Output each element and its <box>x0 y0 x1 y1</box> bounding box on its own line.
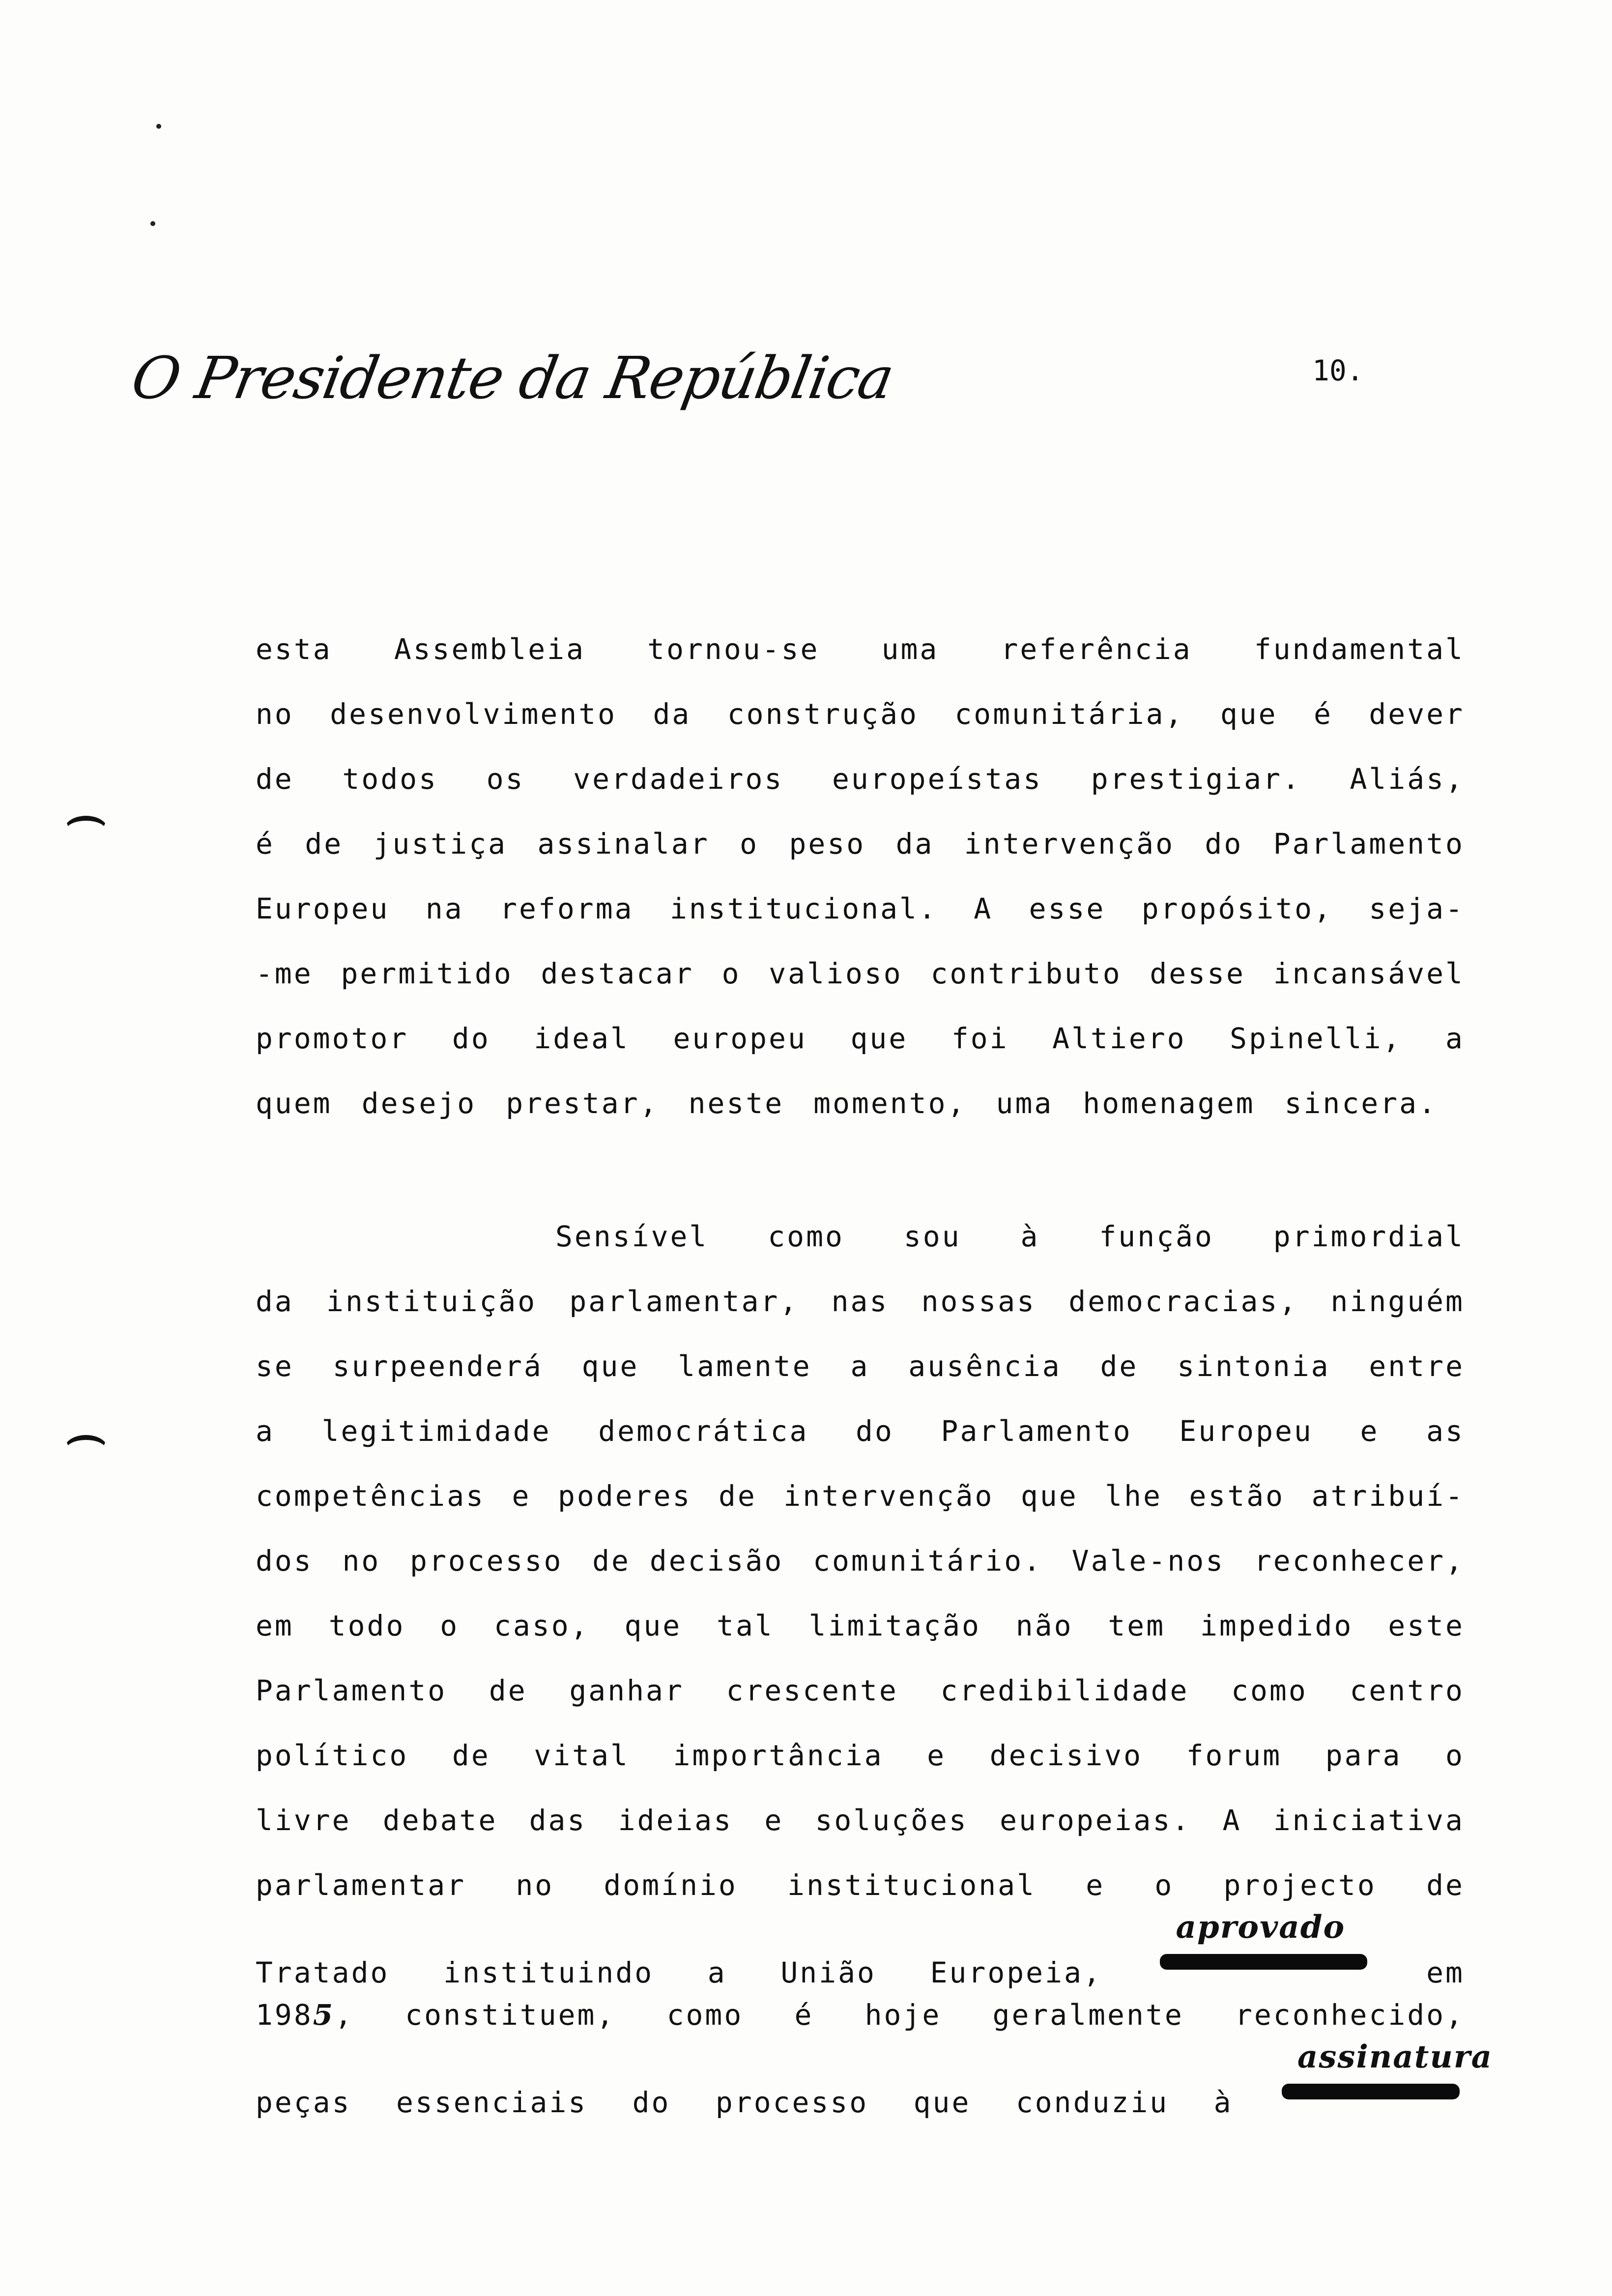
word: democrática <box>598 1414 809 1448</box>
word: democracias, <box>1068 1285 1298 1318</box>
word: poderes <box>557 1479 692 1513</box>
word: fundamental <box>1254 632 1465 666</box>
word: de <box>489 1674 527 1707</box>
word: ninguém <box>1330 1285 1465 1318</box>
word: Europeu <box>1179 1414 1313 1448</box>
word: credibilidade <box>940 1674 1189 1707</box>
word: europeias. <box>1000 1804 1191 1837</box>
word: Altiero <box>1052 1022 1186 1055</box>
word: como <box>1231 1674 1308 1707</box>
word: das <box>529 1804 587 1837</box>
handwritten-digit: 5 <box>313 1998 335 2032</box>
word: peças <box>256 2086 351 2119</box>
word: para <box>1325 1739 1402 1772</box>
word: que <box>1020 1479 1078 1513</box>
word: soluções <box>815 1804 968 1837</box>
word: desse <box>1150 957 1245 990</box>
word: Tratado <box>256 1956 390 1989</box>
word: processo <box>715 2086 869 2119</box>
word: instituição <box>326 1285 537 1318</box>
word: da <box>653 697 691 731</box>
word: centro <box>1350 1674 1465 1707</box>
text-line <box>256 1334 1465 1399</box>
word: A <box>974 892 993 925</box>
text-line <box>256 1464 1465 1528</box>
word: livre <box>256 1804 351 1837</box>
text-line <box>256 876 1465 941</box>
text-line <box>256 1909 1465 1989</box>
word: função <box>1099 1220 1214 1253</box>
word: uma <box>881 632 939 666</box>
letterhead: O Presidente da República <box>126 344 898 412</box>
word: todo <box>328 1609 405 1642</box>
handwritten-correction: assinatura <box>1297 2038 1493 2075</box>
word: vital <box>534 1739 630 1772</box>
word: esse <box>1029 892 1106 925</box>
word: em <box>1426 1956 1465 1989</box>
word: nas <box>831 1285 889 1318</box>
word: que <box>850 1022 908 1055</box>
word: na <box>425 892 464 925</box>
word: -me <box>256 957 313 990</box>
word: peso <box>789 827 866 861</box>
word: iniciativa <box>1273 1804 1465 1837</box>
word: não <box>1015 1609 1073 1642</box>
word: reconhecido, <box>1235 1998 1465 2032</box>
word: parlamentar <box>256 1868 466 1902</box>
word: de <box>1426 1868 1465 1902</box>
word: debate <box>382 1804 498 1837</box>
word: institucional. <box>669 892 938 925</box>
handwritten-correction: aprovado <box>1176 1909 1346 1946</box>
text-line <box>256 1528 1465 1593</box>
word: a <box>850 1349 870 1383</box>
word: construção <box>727 697 919 731</box>
word: verdadeiros <box>573 762 784 796</box>
word: sincera. <box>1284 1087 1438 1120</box>
word: legitimidade <box>321 1414 551 1448</box>
word: o <box>1154 1868 1174 1902</box>
word: processo <box>410 1544 563 1578</box>
text-line <box>256 1593 1465 1658</box>
word: é <box>794 1998 814 2032</box>
text-line <box>256 1788 1465 1853</box>
word: importância <box>673 1739 884 1772</box>
word: e <box>1360 1414 1380 1448</box>
redaction-with-handwritten-correction <box>1156 1909 1372 1982</box>
word: prestar, <box>506 1087 659 1120</box>
word: é <box>1314 697 1333 731</box>
word: intervenção <box>964 827 1175 861</box>
word: no <box>256 697 294 731</box>
text-line <box>256 1204 1465 1269</box>
word: do <box>856 1414 894 1448</box>
text-line <box>256 2038 1493 2119</box>
word: assinalar <box>537 827 710 861</box>
word: domínio <box>604 1868 738 1902</box>
word: da <box>895 827 934 861</box>
word: de <box>1100 1349 1139 1383</box>
word: de <box>452 1739 490 1772</box>
word: a <box>256 1414 275 1448</box>
word: hoje <box>864 1998 942 2032</box>
word: do <box>452 1022 490 1055</box>
word: comunitário. <box>813 1544 1043 1578</box>
word: e <box>512 1479 531 1513</box>
word: é <box>256 827 275 861</box>
word: propósito, <box>1141 892 1333 925</box>
word: prestigiar. <box>1091 762 1301 796</box>
text-line <box>256 746 1465 811</box>
word: quem <box>256 1087 332 1120</box>
word: se <box>256 1349 294 1383</box>
word: lhe <box>1105 1479 1162 1513</box>
paragraph-1 <box>256 617 1465 1136</box>
word: União <box>780 1956 876 1989</box>
word: de <box>305 827 344 861</box>
word: o <box>440 1609 460 1642</box>
word: a <box>1445 1022 1465 1055</box>
word: essenciais <box>396 2086 588 2119</box>
word: crescente <box>726 1674 898 1707</box>
word: estão <box>1189 1479 1285 1513</box>
word: da <box>256 1285 294 1318</box>
year-with-handwritten-correction: 1985, <box>256 1998 354 2032</box>
text-line <box>256 617 1465 682</box>
word: todos <box>342 762 438 796</box>
text-line <box>256 1658 1465 1723</box>
word: tornou-se <box>647 632 820 666</box>
word: Aliás, <box>1350 762 1465 796</box>
word: o <box>1445 1739 1465 1772</box>
word: ideias <box>618 1804 733 1837</box>
word: justiça <box>373 827 508 861</box>
word: incansável <box>1273 957 1465 990</box>
word: decisivo <box>989 1739 1143 1772</box>
word: primordial <box>1273 1220 1465 1253</box>
redaction-with-handwritten-correction <box>1278 2038 1493 2112</box>
paper-speck <box>156 124 161 129</box>
text-line <box>256 1006 1465 1071</box>
word: ideal <box>534 1022 630 1055</box>
word: desenvolvimento <box>330 697 617 731</box>
word: homenagem <box>1083 1087 1255 1120</box>
word: Parlamento <box>941 1414 1132 1448</box>
word: projecto <box>1223 1868 1377 1902</box>
word: político <box>256 1739 409 1772</box>
word: tal <box>717 1609 774 1642</box>
word: ausência <box>908 1349 1062 1383</box>
word: surpeenderá <box>332 1349 543 1383</box>
word: os <box>486 762 525 796</box>
word: tem <box>1108 1609 1166 1642</box>
word: à <box>1213 2086 1233 2119</box>
text-line <box>256 1723 1465 1788</box>
text-line <box>256 1269 1465 1334</box>
word: lamente <box>678 1349 812 1383</box>
word: Europeia, <box>930 1956 1102 1989</box>
hole-punch-mark <box>64 1435 108 1464</box>
word: sintonia <box>1177 1349 1330 1383</box>
word: permitido <box>341 957 513 990</box>
text-line <box>256 1071 1465 1136</box>
word: intervenção <box>783 1479 994 1513</box>
word: parlamentar, <box>569 1285 799 1318</box>
word: este <box>1388 1609 1465 1642</box>
word: a <box>707 1956 727 1989</box>
word: contributo <box>930 957 1122 990</box>
word: de <box>718 1479 757 1513</box>
word: europeu <box>673 1022 807 1055</box>
word: entre <box>1369 1349 1465 1383</box>
word: nossas <box>921 1285 1036 1318</box>
word: Assembleia <box>394 632 586 666</box>
word: em <box>256 1609 294 1642</box>
word: esta <box>256 632 332 666</box>
word: de <box>256 762 294 796</box>
word: do <box>632 2086 671 2119</box>
word: Sensível <box>555 1220 709 1253</box>
word: sou <box>903 1220 961 1253</box>
paragraph-2 <box>256 1204 1493 2119</box>
word: Parlamento <box>1273 827 1465 861</box>
word: que <box>581 1349 639 1383</box>
word: reconhecer, <box>1254 1544 1465 1578</box>
word: que <box>913 2086 971 2119</box>
word: dos <box>256 1544 313 1578</box>
text-line <box>256 682 1465 746</box>
word: que <box>624 1609 682 1642</box>
word: caso, <box>493 1609 590 1642</box>
word: constituem, <box>405 1998 616 2032</box>
word: o <box>740 827 759 861</box>
word: Vale-nos <box>1071 1544 1225 1578</box>
word: ganhar <box>569 1674 684 1707</box>
word: as <box>1426 1414 1465 1448</box>
word: comunitária, <box>954 697 1184 731</box>
word: como <box>768 1220 844 1253</box>
word: de decisão <box>592 1544 784 1578</box>
word: Spinelli, <box>1230 1022 1402 1055</box>
word: uma <box>996 1087 1054 1120</box>
word: valioso <box>769 957 903 990</box>
word: conduziu <box>1015 2086 1169 2119</box>
word: e <box>1086 1868 1105 1902</box>
word: que <box>1220 697 1278 731</box>
word: no <box>516 1868 554 1902</box>
word: referência <box>1001 632 1192 666</box>
word: institucional <box>787 1868 1036 1902</box>
word: Parlamento <box>256 1674 447 1707</box>
hole-punch-mark <box>64 816 108 845</box>
word: competências <box>256 1479 486 1513</box>
word: dever <box>1369 697 1465 731</box>
word: Europeu <box>256 892 390 925</box>
word: limitação <box>808 1609 981 1642</box>
word: forum <box>1186 1739 1282 1772</box>
word: destacar <box>541 957 694 990</box>
text-line <box>256 1399 1465 1464</box>
word: seja- <box>1369 892 1465 925</box>
word: desejo <box>361 1087 477 1120</box>
page-number: 10. <box>1312 354 1364 387</box>
word: impedido <box>1200 1609 1353 1642</box>
word: A <box>1222 1804 1242 1837</box>
word: do <box>1205 827 1243 861</box>
word: como <box>666 1998 744 2032</box>
word: momento, <box>813 1087 967 1120</box>
word: no <box>342 1544 381 1578</box>
word: reforma <box>500 892 634 925</box>
paper-speck <box>150 221 155 226</box>
word: o <box>721 957 741 990</box>
word: promotor <box>256 1022 409 1055</box>
word: instituindo <box>443 1956 654 1989</box>
word: europeístas <box>832 762 1043 796</box>
text-line <box>256 941 1465 1006</box>
word: e <box>927 1739 947 1772</box>
word: foi <box>951 1022 1009 1055</box>
text-line <box>256 811 1465 876</box>
word: atribuí- <box>1311 1479 1465 1513</box>
word: à <box>1020 1220 1040 1253</box>
word: geralmente <box>992 1998 1184 2032</box>
word: neste <box>688 1087 784 1120</box>
word: e <box>764 1804 784 1837</box>
